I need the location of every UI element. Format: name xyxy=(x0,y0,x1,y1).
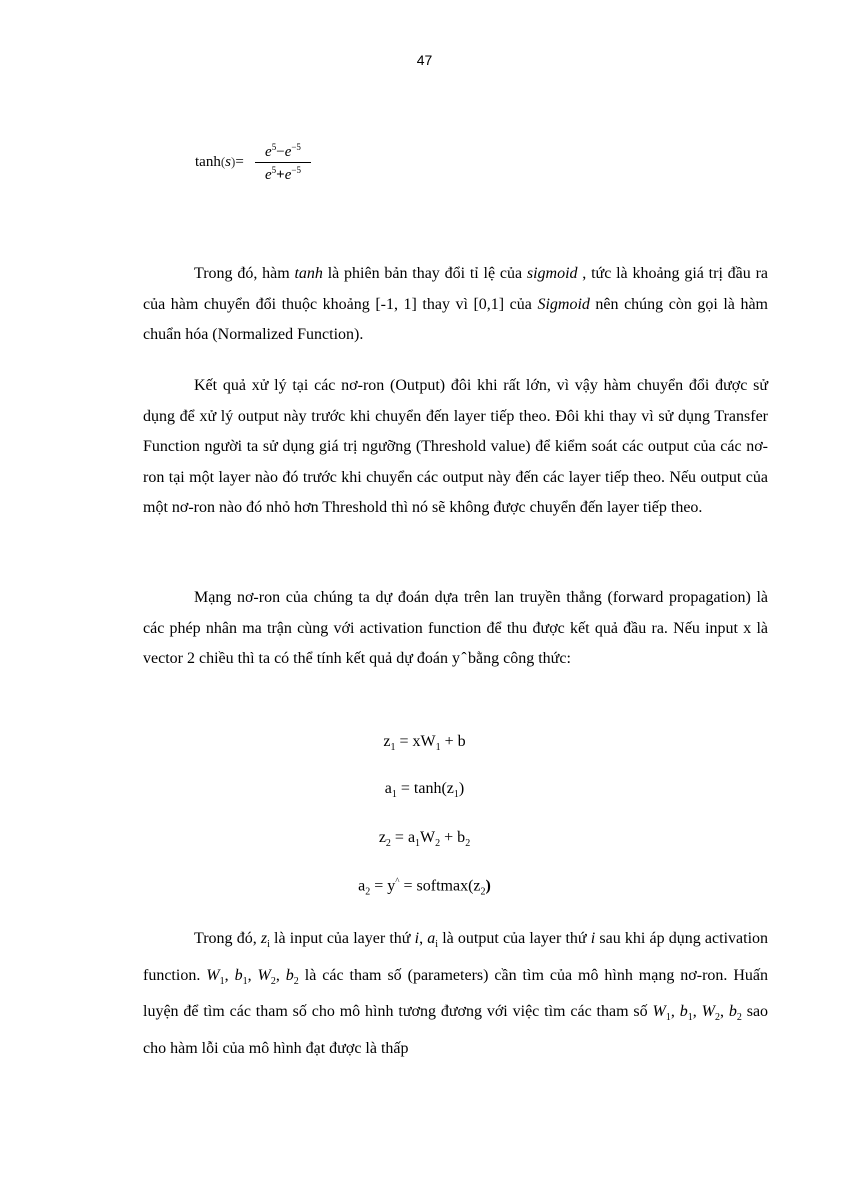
equation-z2: $z_2 = a_1W_2 + b_2$ xyxy=(378,829,471,850)
paragraph-threshold: Kết quả xử lý tại các nơ-ron (Output) đôi khi rất lớn, vì vậy hàm chuyển đổi được sử dụng để xử lý output này trước khi chuyển đến layer tiếp theo. Đôi khi thay vì sử dụng Transfer Function người ta sử dụng giá trị ngưỡng (Threshold value) để kiểm soát các output của các nơ-ron tại một layer nào đó trước khi chuyển các output này đến các layer tiếp theo. Nếu output của một nơ-ron nào đó nhỏ hơn Threshold thì nó sẽ không được chuyển đến layer tiếp theo. xyxy=(143,377,768,516)
formula-numerator: $e^5-e^{-5}$ xyxy=(265,142,301,160)
formula-denominator: $e^5+e^{-5}$ xyxy=(265,165,301,183)
equation-a1: $a_1 = \tanh(z_1)$ xyxy=(384,780,465,801)
equation-a2: $a_2 = y^{\^{}}$ = $softmax(z_2)$ xyxy=(358,876,491,898)
paragraph-parameters: Trong đó, $z_i$ là input của layer thứ i, $a_i$ là output của layer thứ i sau khi áp dụng activation function. $W_1$, $b_1$, $W_2$, $b_2$ là các tham số (parameters) cần tìm của mô hình mạng nơ-ron. Huấn luyện để tìm các tham số cho mô hình tương đương với việc tìm các tham số $W_1$, $b_1$, $W_2$, $b_2$ sao cho hàm lỗi của mô hình đạt được là thấp xyxy=(143,930,769,1058)
page-number: 47 xyxy=(416,52,433,68)
paragraph-forward-propagation: Mạng nơ-ron của chúng ta dự đoán dựa trên lan truyền thẳng (forward propagation) là các phép nhân ma trận cùng với activation function để thu được kết quả đầu ra. Nếu input x là vector 2 chiều thì ta có thể tính kết quả dự đoán y ̂ bằng công thức: xyxy=(143,589,768,667)
paragraph-tanh-explanation: Trong đó, hàm tanh là phiên bản thay đổi tỉ lệ của sigmoid , tức là khoảng giá trị đầu ra của hàm chuyển đổi thuộc khoảng [-1, 1] thay vì [0,1] của Sigmoid nên chúng còn gọi là hàm chuẩn hóa (Normalized Function). xyxy=(143,265,769,343)
equation-z1: $z_1 = xW_1 + b$ xyxy=(383,733,466,754)
fraction-bar xyxy=(255,162,311,163)
tanh-formula xyxy=(195,140,395,190)
formula-lhs: tanh(s)= xyxy=(195,154,244,170)
